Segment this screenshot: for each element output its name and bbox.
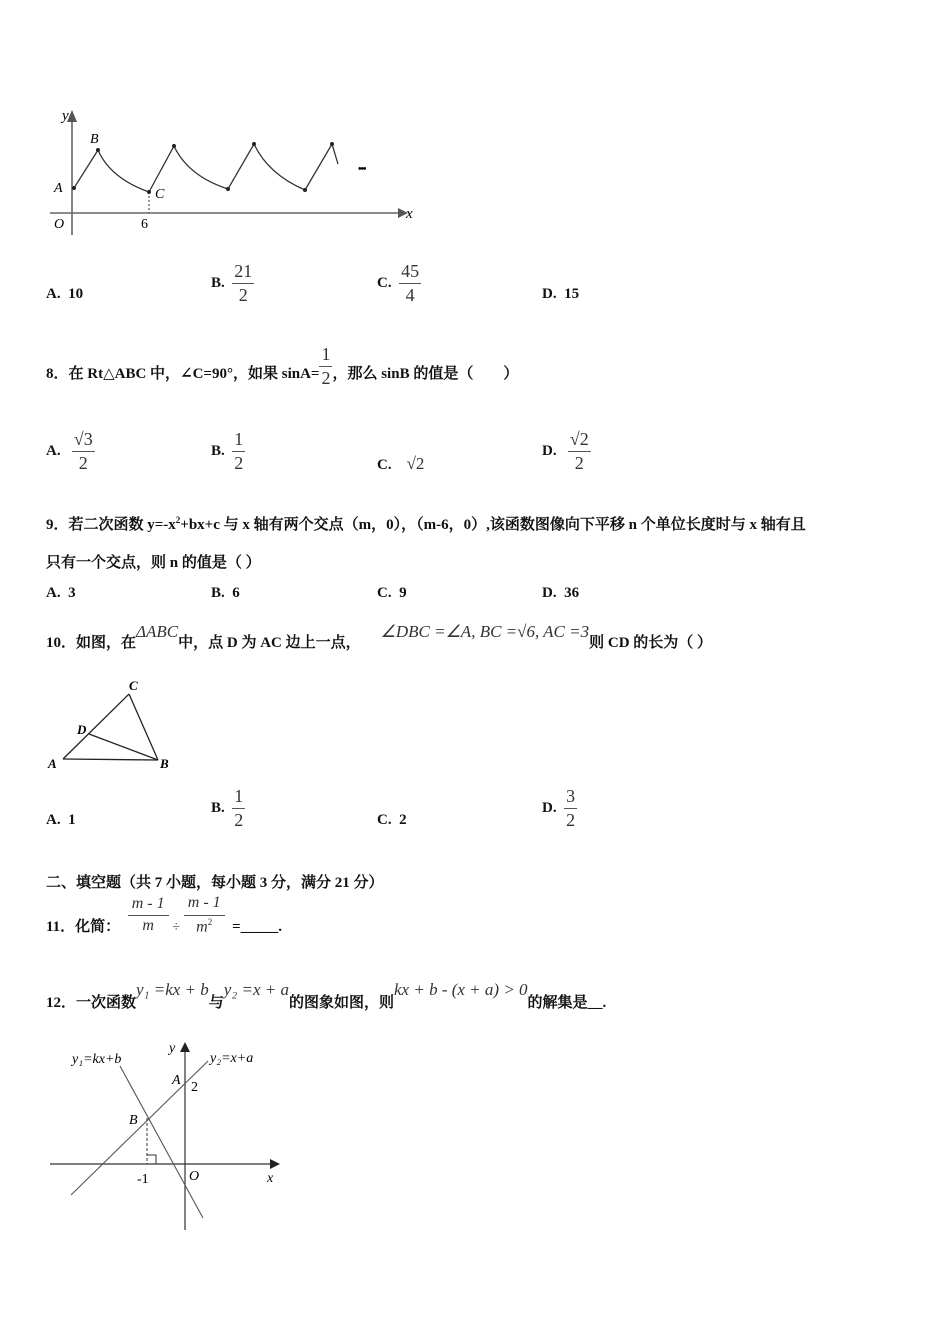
option-fraction — [232, 787, 245, 830]
q12-label-o: O — [189, 1169, 200, 1184]
q7-ellipsis: ••• — [358, 164, 366, 175]
q7-option-b[interactable] — [211, 262, 254, 305]
q7-label-x: x — [406, 206, 413, 222]
q10-label-a: A — [48, 756, 57, 771]
q10-label-c: C — [129, 678, 138, 693]
q7-curve — [74, 144, 338, 192]
q12-prefix: 12．一次函数 — [46, 995, 137, 1011]
q11-suffix: =_____. — [232, 918, 282, 935]
q8-option-a[interactable] — [46, 430, 95, 473]
q11-fraction-1 — [128, 896, 169, 936]
q7-label-a: A — [54, 181, 63, 196]
denominator: 2 — [566, 809, 576, 830]
q10-option-b[interactable] — [211, 787, 245, 830]
denominator: 2 — [234, 809, 244, 830]
option-value: 15 — [564, 286, 580, 302]
option-letter: A. — [46, 442, 61, 459]
option-letter: C. — [377, 812, 392, 828]
denominator: 2 — [574, 452, 584, 473]
q8-option-d[interactable] — [542, 430, 591, 473]
option-value: 3 — [68, 585, 76, 601]
denominator — [194, 916, 214, 936]
numerator: 1 — [232, 787, 245, 809]
denominator: m — [142, 917, 154, 935]
q7-label-c: C — [155, 187, 165, 202]
numerator: 21 — [232, 262, 254, 284]
q9-line1-a: 9．若二次函数 y=-x — [46, 517, 176, 533]
q10-suffix: 则 CD 的长为（ ） — [589, 635, 713, 651]
q12-tick-2: 2 — [191, 1080, 198, 1095]
numerator: m - 1 — [184, 895, 225, 916]
q7-option-d[interactable] — [542, 286, 579, 303]
q9-option-b[interactable] — [211, 585, 240, 602]
q10-side-ac — [63, 694, 129, 759]
q10-question — [46, 622, 712, 652]
option-letter: A. — [46, 286, 61, 302]
option-letter: D. — [542, 442, 557, 459]
option-letter: B. — [211, 274, 225, 291]
q12-eq1: y₁ =kx + b — [136, 980, 209, 999]
option-letter: A. — [46, 585, 61, 601]
q12-label-y1: y₁=kx+b — [72, 1052, 122, 1067]
q12-label-y: y — [169, 1041, 176, 1056]
q8-prefix: 8．在 Rt△ABC 中，∠C=90°，如果 sinA= — [46, 366, 320, 382]
section-heading: 二、填空题（共 7 小题，每小题 3 分，满分 21 分） — [46, 875, 384, 891]
q7-option-a[interactable] — [46, 286, 83, 303]
option-letter: D. — [542, 286, 557, 302]
q9-option-d[interactable] — [542, 585, 579, 602]
q10-condition: ∠DBC =∠A, BC =√6, AC =3 — [380, 622, 590, 641]
option-value: 36 — [564, 585, 580, 601]
option-letter: B. — [211, 585, 225, 601]
option-letter: B. — [211, 442, 225, 459]
denominator: 2 — [78, 452, 88, 473]
q7-label-b: B — [90, 132, 99, 147]
option-value: 1 — [68, 812, 76, 828]
option-value: 2 — [399, 812, 407, 828]
q9-line1-b: +bx+c 与 x 轴有两个交点（m，0），（m-6，0）,该函数图像向下平移 n 个单位长度时与 x 轴有且 — [180, 517, 806, 533]
q9-question-line2 — [46, 551, 261, 572]
q8-option-c[interactable] — [377, 454, 424, 474]
numerator: 3 — [564, 787, 577, 809]
q10-label-b: B — [160, 756, 169, 771]
option-letter: D. — [542, 799, 557, 816]
q8-option-b[interactable] — [211, 430, 245, 473]
q12-suffix: 的解集是__. — [527, 995, 607, 1011]
option-fraction — [564, 787, 577, 830]
q10-prefix: 10．如图，在 — [46, 635, 137, 651]
q10-triangle: ΔABC — [136, 622, 179, 641]
q10-option-d[interactable] — [542, 787, 577, 830]
q11-divide-op: ÷ — [172, 919, 181, 935]
q9-option-c[interactable] — [377, 585, 407, 602]
option-value: √2 — [406, 454, 425, 473]
q7-option-c[interactable] — [377, 262, 421, 305]
q7-label-o: O — [54, 217, 65, 232]
q12-label-a: A — [172, 1073, 181, 1088]
numerator: √2 — [568, 430, 591, 452]
numerator: 45 — [399, 262, 421, 284]
option-fraction — [568, 430, 591, 473]
numerator: m - 1 — [128, 896, 169, 917]
denominator: 2 — [234, 452, 244, 473]
q12-label-y2: y₂=x+a — [210, 1051, 254, 1066]
q8-suffix: ，那么 sinB 的值是（ ） — [332, 366, 519, 382]
q10-option-a[interactable] — [46, 812, 76, 829]
q12-y-arrow-icon — [180, 1042, 190, 1052]
q12-mid2: 的图象如图，则 — [288, 995, 394, 1011]
option-letter: D. — [542, 585, 557, 601]
q10-label-d: D — [77, 722, 87, 737]
option-letter: C. — [377, 274, 392, 291]
denominator: 4 — [405, 284, 415, 305]
q12-x-arrow-icon — [270, 1159, 280, 1169]
q11-prefix: 11．化简： — [46, 918, 121, 935]
q8-question — [46, 345, 518, 388]
q9-question-line1 — [46, 513, 806, 534]
q7-points — [72, 142, 334, 194]
q10-figure — [40, 670, 190, 780]
q11-fraction-2 — [184, 895, 225, 936]
denominator: 2 — [321, 367, 331, 388]
q10-mid: 中，点 D 为 AC 边上一点， — [178, 635, 361, 651]
q12-label-x: x — [267, 1171, 274, 1186]
q8-fraction — [319, 345, 332, 388]
option-fraction — [399, 262, 421, 305]
q9-option-a[interactable] — [46, 585, 76, 602]
q10-side-ab — [63, 759, 158, 760]
q7-figure — [40, 100, 430, 250]
denominator-exponent: 2 — [207, 916, 213, 927]
q9-sup: 2 — [175, 515, 181, 525]
q12-question — [46, 980, 606, 1012]
option-value: 9 — [399, 585, 407, 601]
option-letter: C. — [377, 457, 392, 473]
option-letter: C. — [377, 585, 392, 601]
option-fraction — [72, 430, 95, 473]
option-letter: A. — [46, 812, 61, 828]
q11-question — [46, 895, 282, 936]
q7-label-y: y — [62, 108, 69, 124]
option-fraction — [232, 430, 245, 473]
option-value: 6 — [232, 585, 240, 601]
q12-label-b: B — [129, 1113, 138, 1128]
q12-eq2: y₂ =x + a — [223, 980, 289, 999]
q9-line2: 只有一个交点，则 n 的值是（ ） — [46, 555, 261, 571]
q12-tick-neg1: -1 — [137, 1172, 149, 1187]
option-fraction — [232, 262, 254, 305]
q12-figure — [40, 1030, 300, 1240]
q10-option-c[interactable] — [377, 812, 407, 829]
q12-inequality: kx + b - (x + a) > 0 — [394, 980, 528, 999]
numerator: 1 — [319, 345, 332, 367]
denominator: 2 — [238, 284, 248, 305]
denominator-base: m — [196, 918, 208, 936]
q7-tick-6: 6 — [141, 217, 148, 232]
numerator: 1 — [232, 430, 245, 452]
q12-right-angle-mark — [147, 1155, 156, 1164]
option-letter: B. — [211, 799, 225, 816]
option-value: 10 — [68, 286, 84, 302]
q12-mid1: 与 — [208, 995, 224, 1011]
numerator: √3 — [72, 430, 95, 452]
